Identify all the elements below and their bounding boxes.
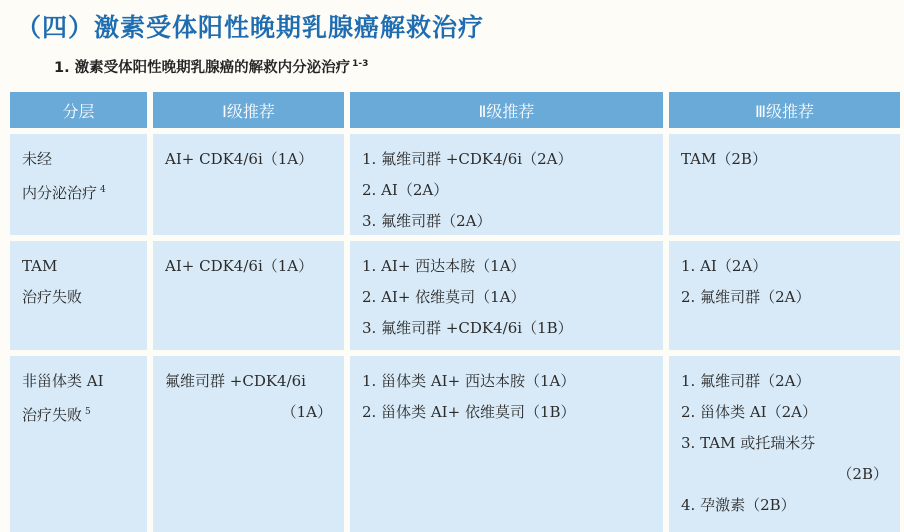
row3-layer-ref: 5 <box>85 407 91 417</box>
table-caption <box>54 56 368 77</box>
row1-level2-cell <box>350 134 663 235</box>
row3-level3-evidence: （2B） <box>837 465 888 483</box>
row3-layer-text: 治疗失败 <box>22 406 83 424</box>
row2-level2-item: 3. 氟维司群 +CDK4/6i（1B） <box>362 319 573 337</box>
row3-level2-cell <box>350 356 663 532</box>
row2-layer-line1: TAM <box>22 257 58 275</box>
row2-level1-item: AI+ CDK4/6i（1A） <box>165 257 314 275</box>
row2-level3-item: 1. AI（2A） <box>681 257 768 275</box>
row3-level3-cell <box>669 356 900 532</box>
row3-level1-item: 氟维司群 +CDK4/6i <box>165 372 306 390</box>
row1-level2-item: 1. 氟维司群 +CDK4/6i（2A） <box>362 150 573 168</box>
header-layer: 分层 <box>10 92 147 128</box>
row2-level2-cell <box>350 241 663 350</box>
row1-level3-item: TAM（2B） <box>681 150 767 168</box>
row3-level3-item: 4. 孕激素（2B） <box>681 496 796 514</box>
caption-reference: 1-3 <box>352 59 369 69</box>
treatment-table <box>10 92 900 532</box>
row1-layer-line2 <box>22 175 135 209</box>
row2-level2-item: 1. AI+ 西达本胺（1A） <box>362 257 526 275</box>
row2-level2-item: 2. AI+ 依维莫司（1A） <box>362 288 526 306</box>
row3-level3-item: 3. TAM 或托瑞米芬 <box>681 434 816 452</box>
header-level2: Ⅱ级推荐 <box>350 92 663 128</box>
row1-layer-text: 内分泌治疗 <box>22 184 98 202</box>
row2-level3-item: 2. 氟维司群（2A） <box>681 288 811 306</box>
section-title: （四）激素受体阳性晚期乳腺癌解救治疗 <box>16 13 485 42</box>
row1-level1-cell <box>153 134 344 235</box>
header-level1: Ⅰ级推荐 <box>153 92 344 128</box>
row3-layer-cell <box>10 356 147 532</box>
row3-level2-item: 1. 甾体类 AI+ 西达本胺（1A） <box>362 372 576 390</box>
row3-level2-item: 2. 甾体类 AI+ 依维莫司（1B） <box>362 403 576 421</box>
row3-layer-line1: 非甾体类 AI <box>22 372 104 390</box>
row2-layer-cell <box>10 241 147 350</box>
row1-level2-item: 3. 氟维司群（2A） <box>362 212 492 230</box>
row3-level3-item: 2. 甾体类 AI（2A） <box>681 403 817 421</box>
row2-level1-cell <box>153 241 344 350</box>
row1-level1-item: AI+ CDK4/6i（1A） <box>165 150 314 168</box>
row1-layer-cell <box>10 134 147 235</box>
header-level3: Ⅲ级推荐 <box>669 92 900 128</box>
row1-layer-line1: 未经 <box>22 150 53 168</box>
row2-layer-line2: 治疗失败 <box>22 288 83 306</box>
caption-text: 1. 激素受体阳性晚期乳腺癌的解救内分泌治疗 <box>54 60 351 76</box>
row3-level1-cell <box>153 356 344 532</box>
row3-layer-line2 <box>22 397 135 431</box>
row1-level3-cell <box>669 134 900 235</box>
row1-level2-item: 2. AI（2A） <box>362 181 449 199</box>
row2-level3-cell <box>669 241 900 350</box>
row3-level3-item: 1. 氟维司群（2A） <box>681 372 811 390</box>
row3-level1-evidence: （1A） <box>281 403 332 421</box>
row1-layer-ref: 4 <box>100 185 106 195</box>
